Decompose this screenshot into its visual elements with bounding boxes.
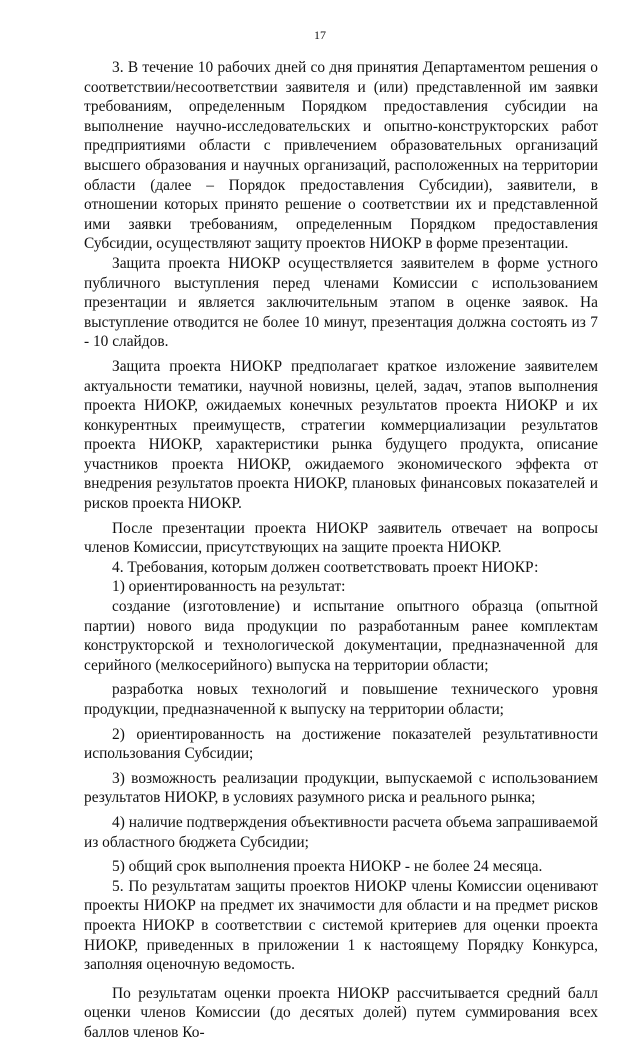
paragraph-average-score: По результатам оценки проекта НИОКР рассчитывается средний балл оценки членов Комиссии (до десятых долей) путем суммирования всех баллов членов Ко-	[84, 984, 598, 1041]
list-item-1: 1) ориентированность на результат:	[112, 578, 346, 596]
list-item-2: 2) ориентированность на достижение показателей результативности использования Субсидии;	[84, 725, 598, 763]
document-body	[84, 58, 598, 1043]
paragraph-requirements-heading: 4. Требования, которым должен соответствовать проект НИОКР:	[112, 558, 539, 576]
paragraph-3-intro: 3. В течение 10 рабочих дней со дня принятия Департаментом решения о соответствии/несоответствии заявителя и (или) представленной им заявки требованиям, определенным Порядком предоставления субсидии на выполнение научно-исследовательских и опытно-конструкторских работ предприятиями области с привлечением образовательных организаций высшего образования и научных организаций, расположенных на территории области (далее – Порядок предоставления Субсидии), заявители, в отношении которых принято решение о соответствии их и представленной ими заявки требованиям, определенным Порядком предоставления Субсидии, осуществляют защиту проектов НИОКР в форме презентации.	[84, 59, 598, 253]
list-item-4: 4) наличие подтверждения объективности расчета объема запрашиваемой из областного бюджета Субсидии;	[84, 813, 598, 851]
list-item-5: 5) общий срок выполнения проекта НИОКР - не более 24 месяца.	[112, 858, 543, 876]
list-item-3: 3) возможность реализации продукции, выпускаемой с использованием результатов НИОКР, в условиях разумного риска и реального рынка;	[84, 769, 598, 807]
paragraph-defense-form: Защита проекта НИОКР осуществляется заявителем в форме устного публичного выступления перед членами Комиссии с использованием презентации и является заключительным этапом в оценке заявок. На выступление отводится не более 10 минут, презентация должна состоять из 7 - 10 слайдов.	[84, 254, 598, 351]
paragraph-5-evaluation: 5. По результатам защиты проектов НИОКР члены Комиссии оценивают проекты НИОКР на предмет их значимости для области и на предмет рисков проекта НИОКР в соответствии с системой критериев для оценки проекта НИОКР, приведенных в приложении 1 к настоящему Порядку Конкурса, заполняя оценочную ведомость.	[84, 877, 598, 974]
paragraph-questions: После презентации проекта НИОКР заявитель отвечает на вопросы членов Комиссии, присутствующих на защите проекта НИОКР.	[84, 519, 598, 557]
page-number: 17	[314, 28, 326, 42]
list-item-1-prototype: создание (изготовление) и испытание опытного образца (опытной партии) нового вида продукции по разработанным ранее комплектам конструкторской и технологической документации, предназначенной для серийного (мелкосерийного) выпуска на территории области;	[84, 598, 598, 674]
paragraph-defense-content: Защита проекта НИОКР предполагает краткое изложение заявителем актуальности тематики, научной новизны, целей, задач, этапов выполнения проекта НИОКР, ожидаемых конечных результатов проекта НИОКР и их конкурентных преимуществ, стратегии коммерциализации результатов проекта НИОКР, характеристики рынка будущего продукта, описание участников проекта НИОКР, ожидаемого экономического эффекта от внедрения результатов проекта НИОКР, плановых финансовых показателей и рисков проекта НИОКР.	[84, 357, 598, 513]
list-item-1-technologies: разработка новых технологий и повышение технического уровня продукции, предназначенной к выпуску на территории области;	[84, 681, 598, 718]
